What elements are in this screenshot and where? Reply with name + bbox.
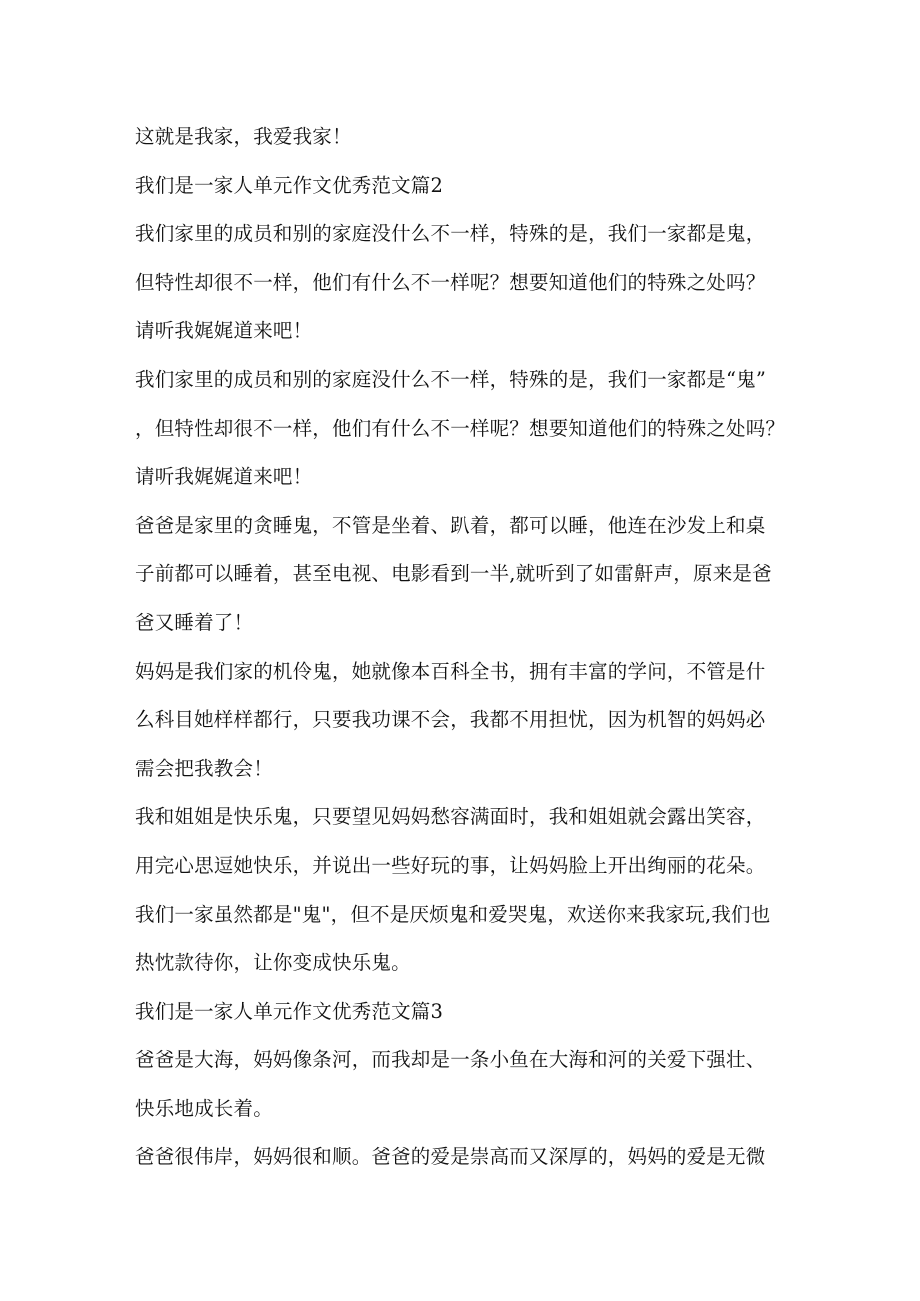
text-line: 我们一家虽然都是"鬼"，但不是厌烦鬼和爱哭鬼，欢送你来我家玩,我们也 xyxy=(135,902,771,926)
text-line: 妈妈是我们家的机伶鬼，她就像本百科全书，拥有丰富的学问，不管是什 xyxy=(135,659,766,683)
text-line: 爸爸是大海，妈妈像条河，而我却是一条小鱼在大海和河的关爱下强壮、 xyxy=(135,1048,766,1072)
text-line: 么科目她样样都行，只要我功课不会，我都不用担忧，因为机智的妈妈必 xyxy=(135,708,766,732)
text-line: 爸又睡着了！ xyxy=(135,610,254,634)
section-heading: 我们是一家人单元作文优秀范文篇2 xyxy=(135,173,444,197)
text-line: 用完心思逗她快乐，并说出一些好玩的事，让妈妈脸上开出绚丽的花朵。 xyxy=(135,853,766,877)
text-line: 我和姐姐是快乐鬼，只要望见妈妈愁容满面时，我和姐姐就会露出笑容， xyxy=(135,805,766,829)
text-line: 子前都可以睡着，甚至电视、电影看到一半,就听到了如雷鼾声，原来是爸 xyxy=(135,562,772,586)
text-line: 需会把我教会！ xyxy=(135,756,273,780)
document-body xyxy=(135,113,795,1182)
text-line: 热忱款待你，让你变成快乐鬼。 xyxy=(135,951,411,975)
text-line: 爸爸很伟岸，妈妈很和顺。爸爸的爱是崇高而又深厚的，妈妈的爱是无微 xyxy=(135,1145,766,1169)
text-line: 我们家里的成员和别的家庭没什么不一样，特殊的是，我们一家都是鬼， xyxy=(135,222,766,246)
text-line: 请听我娓娓道来吧！ xyxy=(135,319,313,343)
section-heading: 我们是一家人单元作文优秀范文篇3 xyxy=(135,999,444,1023)
text-line: 请听我娓娓道来吧！ xyxy=(135,465,313,489)
text-line: ，但特性却很不一样，他们有什么不一样呢？想要知道他们的特殊之处吗？ xyxy=(135,416,786,440)
text-line: 这就是我家，我爱我家！ xyxy=(135,125,352,148)
text-line: 但特性却很不一样，他们有什么不一样呢？想要知道他们的特殊之处吗？ xyxy=(135,270,766,294)
text-line: 我们家里的成员和别的家庭没什么不一样，特殊的是，我们一家都是“鬼” xyxy=(135,367,767,391)
text-line: 快乐地成长着。 xyxy=(135,1096,273,1120)
text-line: 爸爸是家里的贪睡鬼，不管是坐着、趴着，都可以睡，他连在沙发上和桌 xyxy=(135,513,766,537)
